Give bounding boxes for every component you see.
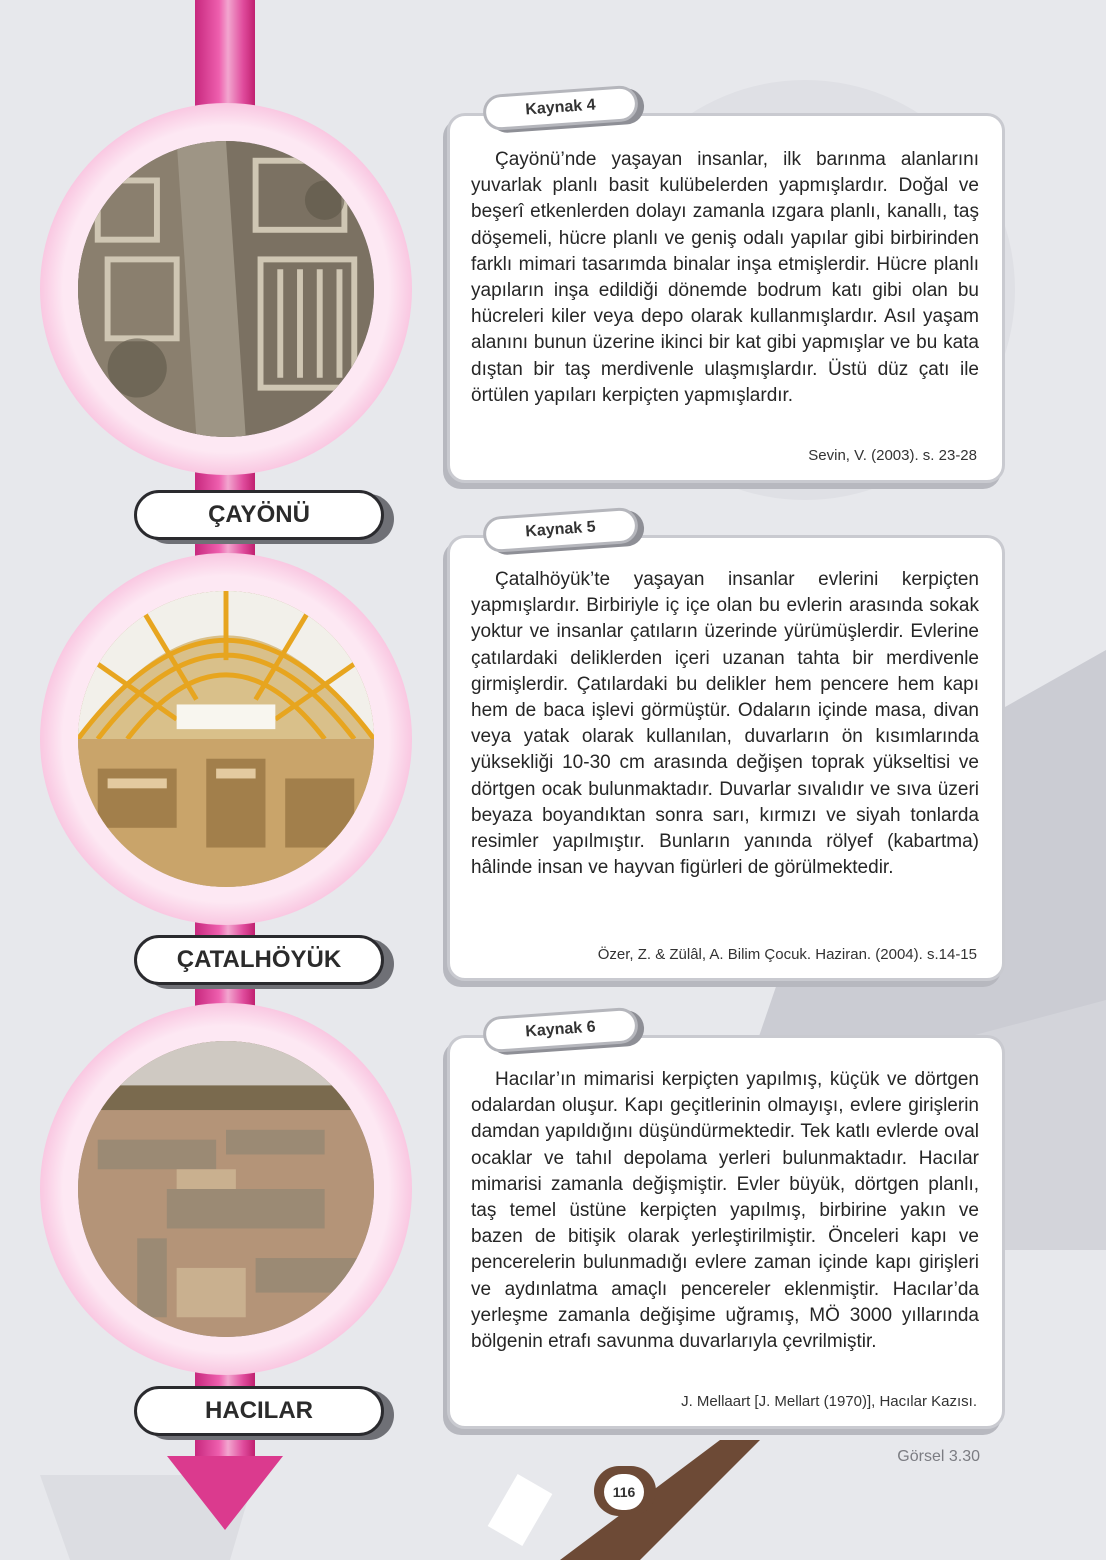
cayonu-excavation-photo: [78, 141, 374, 437]
cayonu-photo-frame: [40, 103, 412, 475]
source-citation-6: J. Mellaart [J. Mellart (1970)], Hacılar Kazısı.: [681, 1393, 977, 1410]
source-citation-4: Sevin, V. (2003). s. 23-28: [808, 447, 977, 464]
page-number: 116: [604, 1474, 644, 1510]
catalhoyuk-excavation-photo: [78, 591, 374, 887]
source-tab-4: Kaynak 4: [482, 85, 639, 132]
site-label-cayonu: ÇAYÖNÜ: [134, 490, 384, 540]
site-label-hacilar: HACILAR: [134, 1386, 384, 1436]
hacilar-photo-frame: [40, 1003, 412, 1375]
source-citation-5: Özer, Z. & Zülâl, A. Bilim Çocuk. Haziran. (2004). s.14-15: [597, 946, 977, 963]
hacilar-excavation-photo: [78, 1041, 374, 1337]
source-tab-6: Kaynak 6: [482, 1007, 639, 1054]
catalhoyuk-photo-frame: [40, 553, 412, 925]
source-text-4: Çayönü’nde yaşayan insanlar, ilk barınma alanlarını yuvarlak planlı basit kulübelerden yapmışlardır. Doğal ve beşerî etkenlerden dolayı zamanla ızgara planlı, kanallı, taş döşemeli, hücre planlı ve geniş odalı yapılar gibi birbirinden farklı mimari tasarımda binalar inşa etmişlerdir. Hücre planlı yapıların inşa edildiği dönemde bodrum katı gibi olan bu hücreleri kiler veya depo olarak kullanmışlardır. Asıl yaşam alanını bunun üzerine ikinci bir kat gibi yapmışlar ve bu kata dıştan bir taş merdivenle ulaşmışlardır. Üstü düz çatı ile örtülen yapıları kerpiçten yapmışlardır.: [471, 149, 979, 406]
figure-caption: Görsel 3.30: [897, 1448, 980, 1465]
site-label-catalhoyuk: ÇATALHÖYÜK: [134, 935, 384, 985]
timeline-arrow-head: [167, 1456, 283, 1530]
source-text-5: Çatalhöyük’te yaşayan insanlar evlerini kerpiçten yapmışlardır. Birbiriyle iç içe olan bu evlerin arasında sokak yoktur ve insanlar çatıların üzerinde yürümüşlerdir. Evlerine çatılardaki deliklerden içeri uzanan tahta bir merdivenle girmişlerdir. Çatılardaki bu delikler hem pencere hem kapı hem de baca işlevi görmüştür. Odaların içinde masa, divan veya yatak olarak kullanılan, duvarların ön kısımlarında yüksekliği 10-30 cm arasında değişen toprak yükseltisi ve dörtgen ocak bulunmaktadır. Duvarlar sıvalıdır ve sıva üzeri beyaza boyandıktan sonra sarı, kırmızı ve siyah tonlarda resimler yapılmıştır. Bunların yanında rölyef (kabartma) hâlinde insan ve hayvan figürleri de görülmektedir.: [471, 569, 979, 879]
source-text-6: Hacılar’ın mimarisi kerpiçten yapılmış, küçük ve dörtgen odalardan oluşur. Kapı geçitlerinin olmayışı, evlere girişlerin damdan yapıldığını düşündürmektedir. Tek katlı evlerde oval ocaklar ve tahıl depolama yerleri bulunmaktadır. Hacılar mimarisi zamanla değişmiştir. Evler büyük, dörtgen planlı, taş temel üstüne kerpiçten yapılmış, birbirine yakın ve bazen de bitişik olarak yerleştirilmiştir. Önceleri kapı ve pencerelerin bulunmadığı evlere zaman içinde kapı girişleri ve aydınlatma amaçlı pencereler eklenmiştir. Hacılar’da yerleşme zamanla değişime uğramış, MÖ 3000 yıllarında bölgenin etrafı savunma duvarlarıyla çevrilmiştir.: [471, 1069, 979, 1353]
source-tab-5: Kaynak 5: [482, 507, 639, 554]
